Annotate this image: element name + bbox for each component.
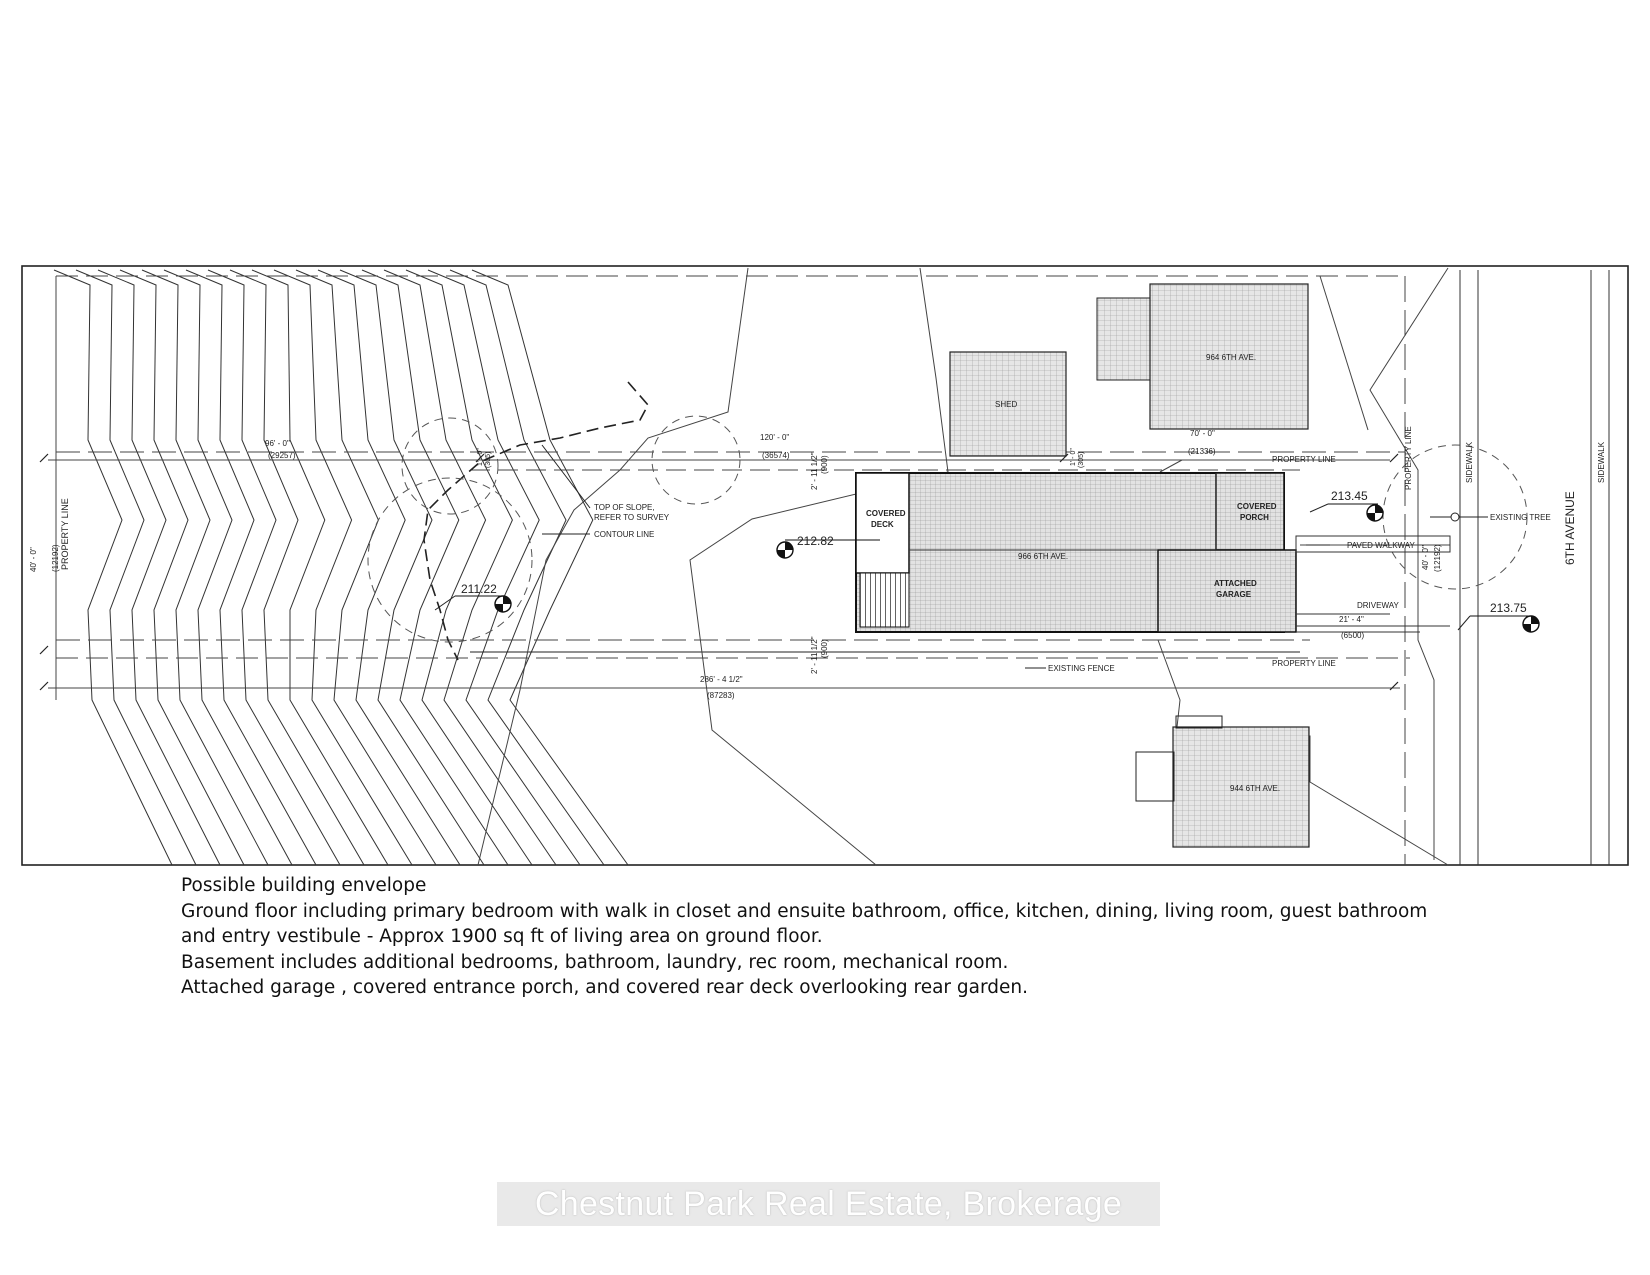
label-garage-2: GARAGE	[1216, 590, 1252, 599]
label-shed: SHED	[995, 400, 1018, 409]
contour-line	[164, 270, 292, 865]
drawing-frame	[22, 266, 1628, 865]
label-lot-width-left: 40' - 0"	[29, 547, 38, 572]
label-envelope-len-mm: (36574)	[762, 451, 790, 460]
house-944-tab	[1176, 716, 1222, 728]
covered-porch	[1216, 473, 1284, 550]
label-garage-1: ATTACHED	[1214, 579, 1257, 588]
label-covered-porch-2: PORCH	[1240, 513, 1269, 522]
house-944-outline	[1136, 752, 1174, 801]
contour-line	[98, 270, 220, 865]
description-text	[181, 873, 1481, 1001]
contour-line	[120, 270, 244, 865]
description-line-5: Attached garage , covered entrance porch, and covered rear deck overlooking rear garden.	[181, 977, 1029, 998]
label-sidewalk-1: SIDEWALK	[1465, 441, 1474, 483]
label-lot-width-left-mm: (12192)	[51, 544, 60, 572]
sidewalks	[1460, 270, 1609, 865]
label-side-setback-bot-mm: (900)	[820, 639, 829, 658]
elevation-211-22: 211.22	[461, 582, 497, 596]
contour-line	[340, 270, 484, 865]
label-small-top-left-mm: (305)	[485, 451, 492, 468]
elev-marker-2	[495, 596, 511, 612]
label-covered-porch-1: COVERED	[1237, 502, 1277, 511]
label-lot-len-mm: (87283)	[707, 691, 735, 700]
label-side-setback-bot: 2' - 11 1/2"	[810, 636, 819, 674]
elevation-213-45: 213.45	[1331, 489, 1368, 503]
elevation-212-82: 212.82	[797, 534, 834, 548]
label-rear-setback-mm: (29257)	[268, 451, 296, 460]
label-side-setback-top-mm: (900)	[820, 455, 829, 474]
label-property-line-left: PROPERTY LINE	[60, 498, 70, 570]
label-front-setback-mm: (21336)	[1188, 447, 1216, 456]
label-964: 964 6TH AVE.	[1206, 353, 1257, 362]
label-small-top-right: 1' - 0"	[1070, 448, 1077, 466]
watermark: Chestnut Park Real Estate, Brokerage	[497, 1182, 1160, 1226]
elev-marker-4	[1523, 616, 1539, 632]
contour-line	[186, 270, 316, 865]
label-lot-width-right-mm: (12192)	[1433, 544, 1442, 572]
label-966: 966 6TH AVE.	[1018, 552, 1069, 561]
label-top-of-slope-1: TOP OF SLOPE,	[594, 503, 655, 512]
label-covered-deck-1: COVERED	[866, 509, 906, 518]
house-964-side	[1097, 298, 1153, 380]
label-front-setback: 70' - 0"	[1190, 429, 1215, 438]
label-rear-setback: 96' - 0"	[265, 439, 290, 448]
description-line-2: Ground floor including primary bedroom with walk in closet and ensuite bathroom, office, kitchen, dining, living room, guest bathroom	[181, 900, 1428, 922]
label-property-line-bottom: PROPERTY LINE	[1272, 659, 1336, 668]
contour-line	[54, 270, 172, 865]
label-property-line-top: PROPERTY LINE	[1272, 455, 1336, 464]
label-top-of-slope-2: REFER TO SURVEY	[594, 513, 670, 522]
contour-line	[274, 270, 412, 865]
label-lot-width-right: 40' - 0"	[1421, 545, 1430, 570]
label-sidewalk-2: SIDEWALK	[1597, 441, 1606, 483]
contour-line	[296, 270, 436, 865]
label-944: 944 6TH AVE.	[1230, 784, 1281, 793]
label-driveway-width: 21' - 4"	[1339, 615, 1364, 624]
contour-line	[362, 270, 508, 865]
description-line-1: Possible building envelope	[181, 875, 427, 896]
contour-line	[208, 270, 340, 865]
subject-house	[856, 473, 1296, 632]
contour-line	[76, 270, 196, 865]
label-envelope-len: 120' - 0"	[760, 433, 790, 442]
label-driveway-width-mm: (6500)	[1341, 631, 1365, 640]
contour-line	[252, 270, 388, 865]
description-line-3: and entry vestibule - Approx 1900 sq ft of living area on ground floor.	[181, 926, 823, 947]
label-small-top-right-mm: (305)	[1078, 451, 1085, 468]
label-contour-line: CONTOUR LINE	[594, 530, 655, 539]
label-existing-fence: EXISTING FENCE	[1048, 664, 1115, 673]
label-small-top-left: 1' - 0"	[477, 448, 484, 466]
contour-line	[384, 270, 532, 865]
label-lot-len: 286' - 4 1/2"	[700, 675, 743, 684]
deck-stairs	[860, 573, 909, 627]
elevation-213-75: 213.75	[1490, 601, 1527, 615]
contour-line	[230, 270, 364, 865]
existing-tree-marker	[1451, 513, 1459, 521]
label-street: 6TH AVENUE	[1563, 491, 1577, 565]
label-property-line-right: PROPERTY LINE	[1404, 426, 1413, 490]
elev-marker-1	[777, 542, 793, 558]
contour-lines	[54, 270, 628, 865]
label-side-setback-top: 2' - 11 1/2"	[810, 452, 819, 490]
label-paved-walkway: PAVED WALKWAY	[1347, 541, 1415, 550]
contour-line	[142, 270, 268, 865]
elev-marker-3	[1367, 505, 1383, 521]
label-covered-deck-2: DECK	[871, 520, 894, 529]
description-line-4: Basement includes additional bedrooms, bathroom, laundry, rec room, mechanical room.	[181, 951, 1009, 973]
label-existing-tree: EXISTING TREE	[1490, 513, 1551, 522]
label-driveway: DRIVEWAY	[1357, 601, 1399, 610]
